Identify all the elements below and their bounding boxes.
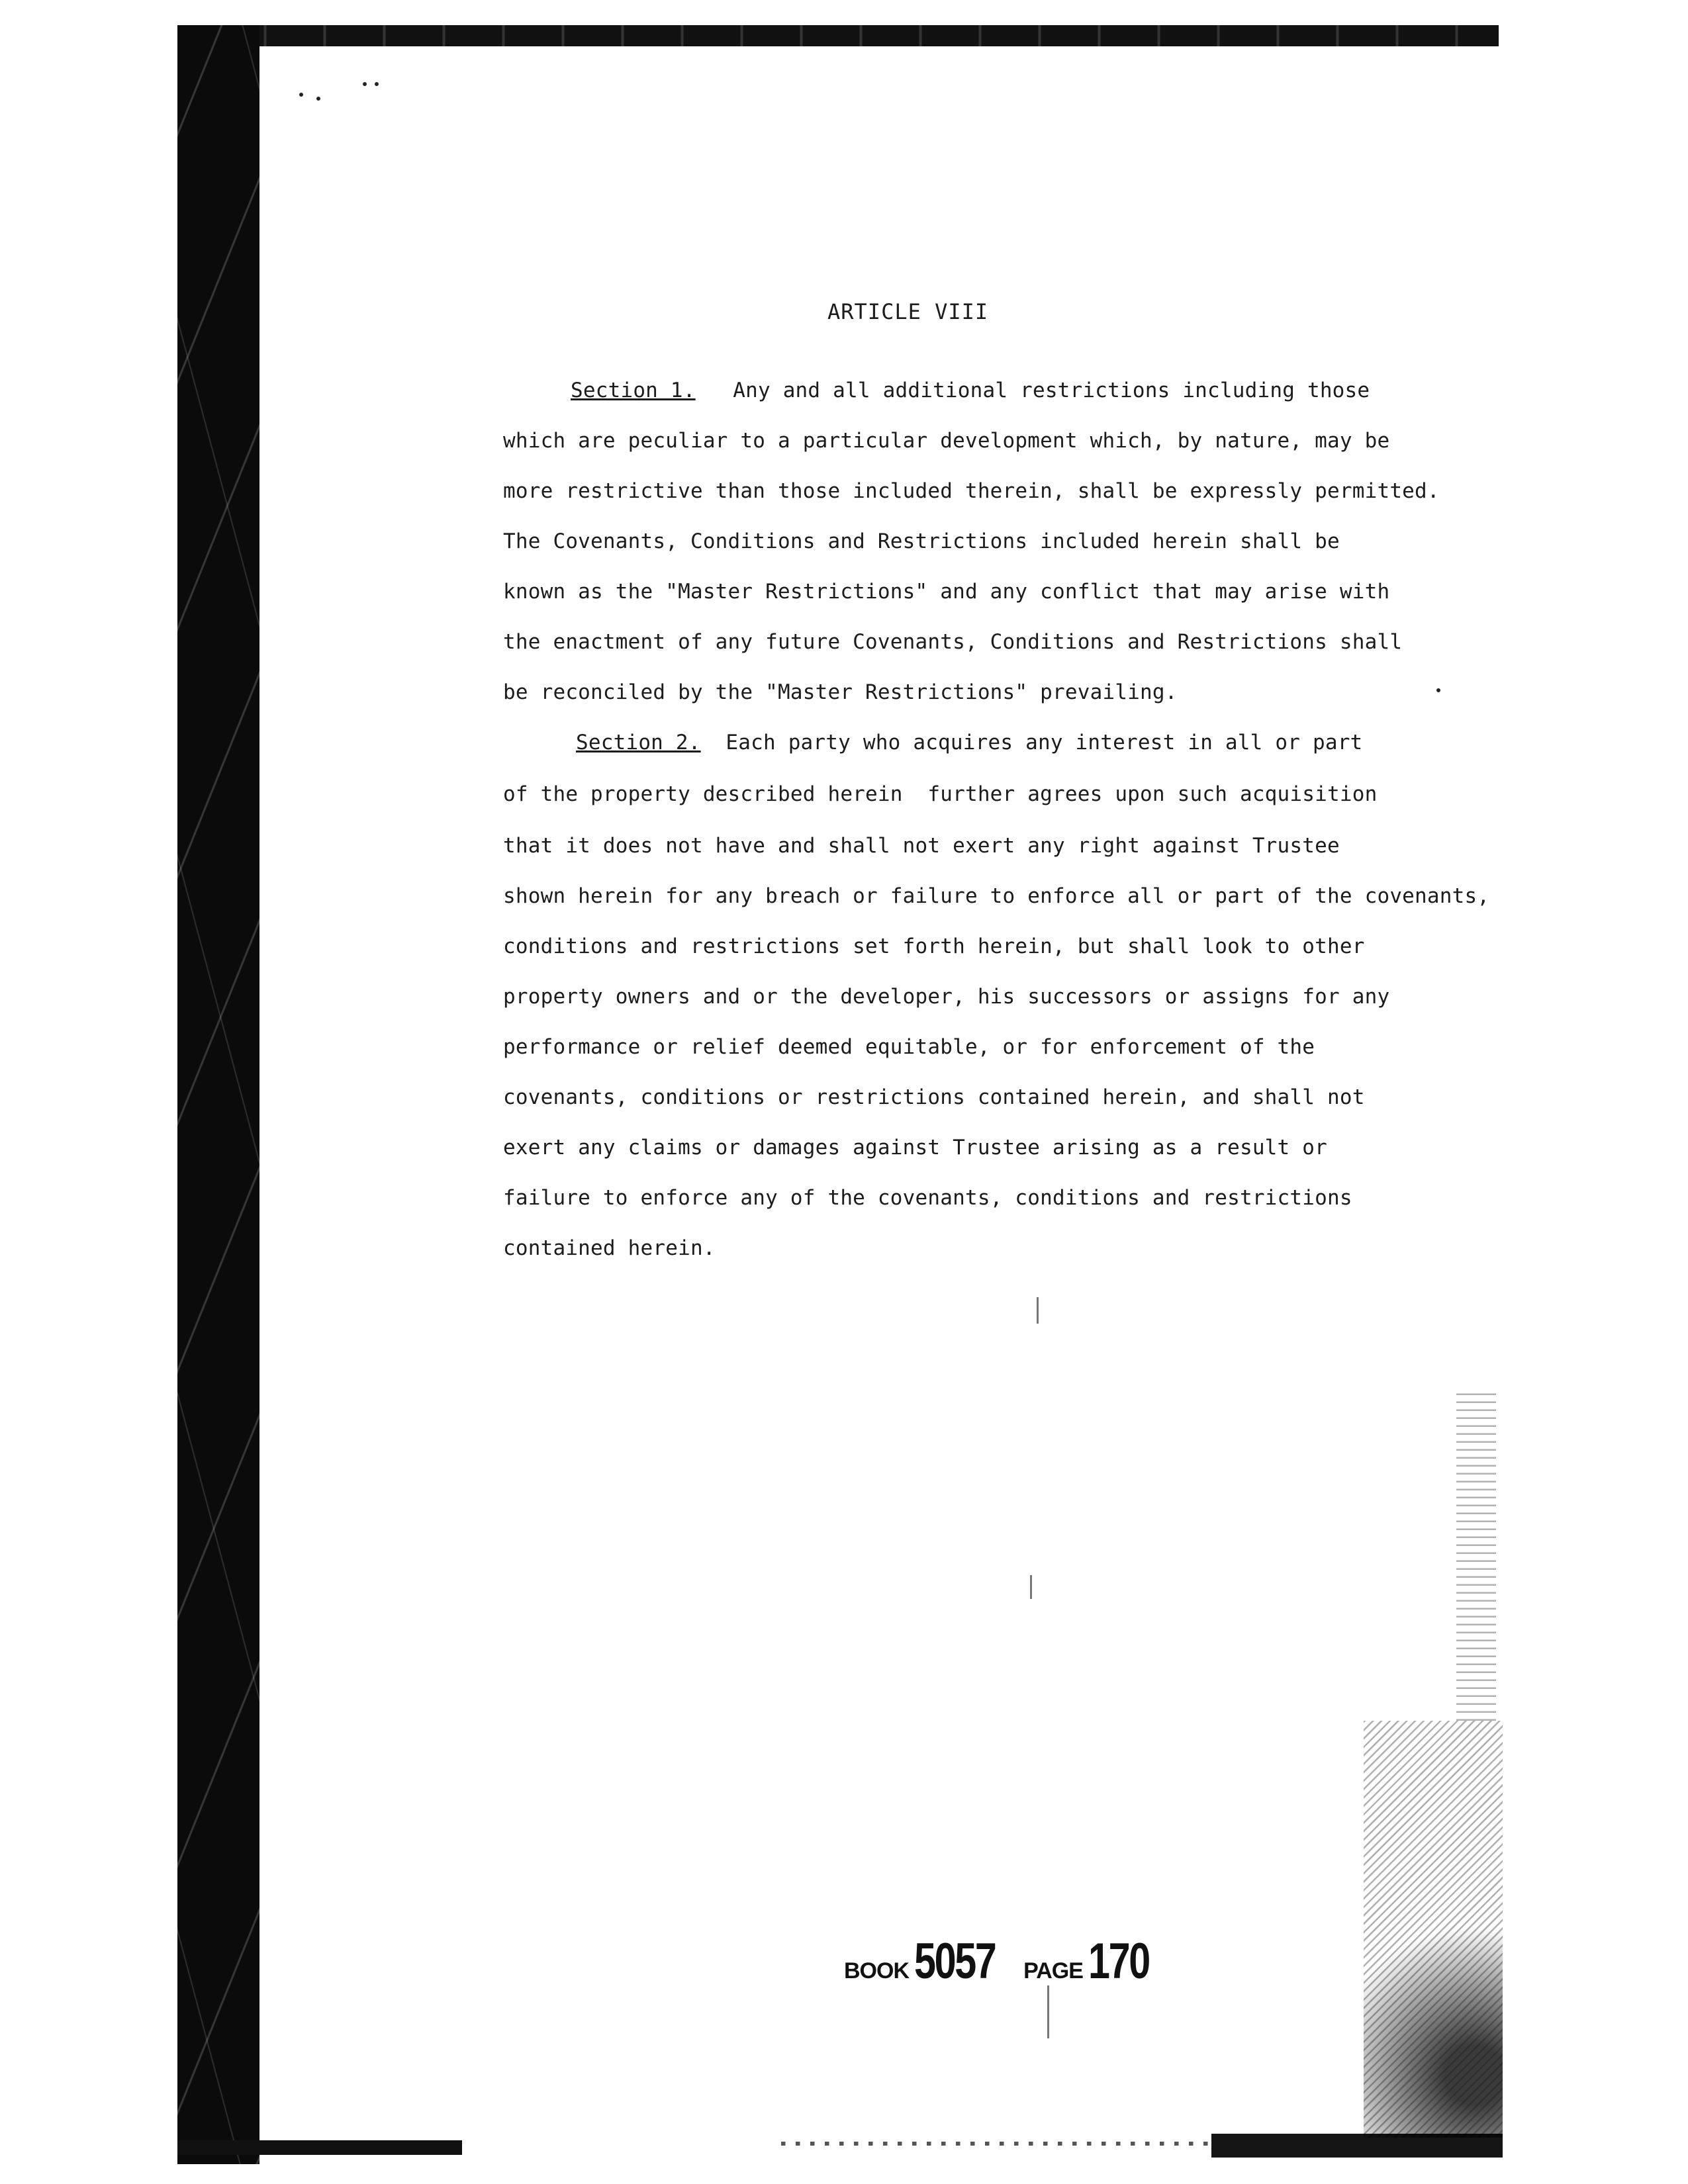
- page-number: 170: [1088, 1933, 1149, 1989]
- section-1-line: Any and all additional restrictions including those: [733, 379, 1370, 402]
- recording-stamp: [844, 1933, 1166, 1990]
- scan-mark: [1030, 1575, 1032, 1599]
- section-2-line: failure to enforce any of the covenants, conditions and restrictions: [503, 1186, 1352, 1210]
- section-2-line: shown herein for any breach or failure to enforce all or part of the covenants,: [503, 884, 1490, 908]
- scan-speck: [1436, 688, 1440, 692]
- section-1-line: be reconciled by the "Master Restrictions" prevailing.: [503, 680, 1178, 704]
- scan-noise-edge: [1456, 1390, 1496, 1721]
- page-label: PAGE: [1023, 1958, 1083, 1983]
- scan-speck: [363, 82, 367, 86]
- section-2-first-line: [576, 731, 1362, 754]
- section-1-label: Section 1.: [571, 379, 696, 402]
- scan-speck: [375, 82, 379, 86]
- section-1-line: the enactment of any future Covenants, Conditions and Restrictions shall: [503, 630, 1403, 654]
- section-2-line: of the property described herein further agrees upon such acquisition: [503, 782, 1378, 806]
- book-number: 5057: [914, 1933, 996, 1989]
- scan-border-left: [177, 25, 259, 2164]
- scan-border-bottom-left: [177, 2140, 462, 2155]
- scan-mark: [1047, 1985, 1049, 2038]
- section-1-line: The Covenants, Conditions and Restrictions included herein shall be: [503, 529, 1340, 553]
- section-2-line: exert any claims or damages against Trustee arising as a result or: [503, 1136, 1327, 1160]
- section-2-line: Each party who acquires any interest in all or part: [726, 731, 1363, 754]
- scan-noise-corner: [1364, 1721, 1503, 2138]
- scan-speck: [299, 93, 303, 97]
- section-1-first-line: [571, 379, 1370, 402]
- scan-border-bottom-dots: [781, 2142, 1211, 2146]
- section-2-line: contained herein.: [503, 1236, 716, 1260]
- scan-border-top: [177, 25, 1499, 46]
- book-label: BOOK: [844, 1958, 909, 1983]
- section-1-line: more restrictive than those included therein, shall be expressly permitted.: [503, 479, 1440, 503]
- section-1-line: which are peculiar to a particular development which, by nature, may be: [503, 429, 1390, 453]
- section-2-line: conditions and restrictions set forth herein, but shall look to other: [503, 934, 1365, 958]
- section-2-line: that it does not have and shall not exert any right against Trustee: [503, 834, 1340, 858]
- article-heading: ARTICLE VIII: [827, 299, 989, 324]
- section-2-line: performance or relief deemed equitable, or for enforcement of the: [503, 1035, 1315, 1059]
- section-1-line: known as the "Master Restrictions" and any conflict that may arise with: [503, 580, 1390, 604]
- scan-mark: [1037, 1297, 1039, 1324]
- section-2-line: covenants, conditions or restrictions contained herein, and shall not: [503, 1085, 1365, 1109]
- section-2-line: property owners and or the developer, his successors or assigns for any: [503, 985, 1390, 1009]
- scan-speck: [316, 97, 320, 101]
- section-2-label: Section 2.: [576, 731, 701, 754]
